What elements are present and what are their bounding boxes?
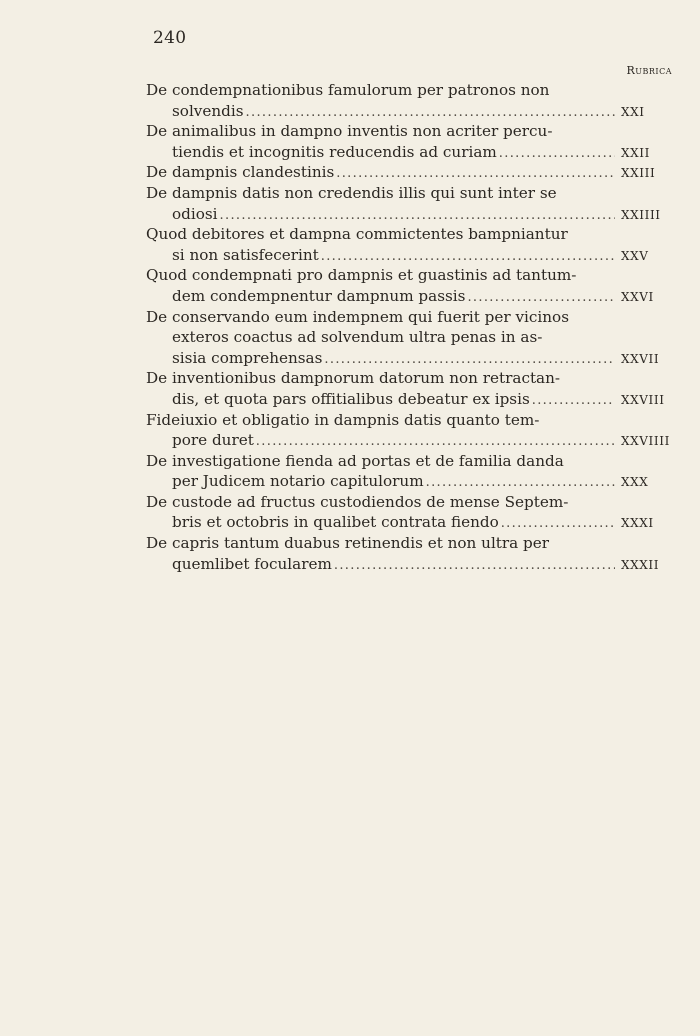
toc-entry (146, 492, 669, 533)
toc-entry-line (146, 121, 669, 142)
rubric-number: XXIIII (621, 207, 661, 222)
rubric-number: XXII (621, 145, 650, 160)
toc-entry (146, 80, 669, 121)
toc-entry-title: exteros coactus ad solvendum ultra penas in as- (172, 328, 543, 347)
toc-entry-line (146, 368, 669, 389)
toc-entry-line (146, 512, 669, 533)
toc-entry-title: bris et octobris in qualibet contrata fiendo (172, 513, 499, 532)
toc-entry-title: odiosi (172, 204, 218, 223)
toc-entry-title: De condempnationibus famulorum per patronos non (146, 81, 550, 99)
toc-entry-title: si non satisfecerint (172, 245, 319, 264)
toc-entry (146, 410, 669, 451)
toc-entry (146, 307, 669, 369)
dot-leader (324, 350, 615, 371)
toc-entry-line (146, 204, 669, 225)
rubric-number: XXVI (621, 289, 654, 304)
toc-entry-title: sisia comprehensas (172, 348, 323, 367)
toc-entry (146, 265, 669, 306)
dot-leader (334, 556, 615, 577)
toc-entry-line (146, 451, 669, 472)
dot-leader (321, 247, 615, 268)
rubric-number: XXVIII (621, 392, 665, 407)
dot-leader (336, 164, 615, 185)
toc-entry-title: solvendis (172, 101, 244, 120)
toc-entry-line (146, 80, 669, 101)
toc-entry-line (146, 389, 669, 410)
dot-leader (467, 288, 615, 309)
rubrica-column-header: Rubrica (626, 64, 672, 77)
dot-leader (501, 514, 615, 535)
table-of-contents (146, 80, 669, 574)
page-number: 240 (153, 28, 187, 48)
dot-leader (499, 144, 615, 165)
toc-entry-line (146, 410, 669, 431)
toc-entry-title: tiendis et incognitis reducendis ad curiam (172, 142, 497, 161)
toc-entry-title: Fideiuxio et obligatio in dampnis datis quanto tem- (146, 410, 540, 429)
toc-entry-title: dem condempnentur dampnum passis (172, 286, 466, 305)
toc-entry-line (146, 554, 669, 575)
toc-entry-line (146, 183, 669, 204)
dot-leader (220, 206, 615, 227)
rubric-number: XXI (621, 104, 645, 119)
toc-entry-line (146, 224, 669, 245)
toc-entry-title: De dampnis clandestinis (146, 163, 335, 182)
toc-entry-line (146, 142, 669, 163)
rubric-number: XXX (621, 475, 649, 490)
rubric-number: XXXII (621, 557, 660, 572)
dot-leader (256, 432, 615, 453)
toc-entry-line (146, 265, 669, 286)
toc-entry-line (146, 307, 669, 328)
toc-entry-line (146, 286, 669, 307)
rubric-number: XXXI (621, 516, 654, 531)
toc-entry (146, 224, 669, 265)
toc-entry (146, 121, 669, 162)
toc-entry-title: dis, et quota pars offitialibus debeatur ex ipsis (172, 389, 530, 408)
toc-entry-line (146, 101, 669, 122)
toc-entry-title: per Judicem notario capitulorum (172, 472, 424, 491)
toc-entry-line (146, 162, 669, 183)
toc-entry-title: De animalibus in dampno inventis non acriter percu- (146, 122, 553, 141)
toc-entry (146, 451, 669, 492)
toc-entry-line (146, 327, 669, 348)
toc-entry (146, 162, 669, 183)
rubric-number: XXIII (621, 166, 656, 181)
rubric-number: XXVII (621, 351, 660, 366)
rubric-number: XXVIIII (621, 434, 670, 449)
toc-entry-title: De custode ad fructus custodiendos de mense Septem- (146, 492, 569, 511)
toc-entry-title: De inventionibus dampnorum datorum non retractan- (146, 369, 561, 388)
toc-entry-line (146, 430, 669, 451)
toc-entry-line (146, 533, 669, 554)
toc-entry-title: De dampnis datis non credendis illis qui sunt inter se (146, 183, 557, 202)
toc-entry-title: De investigatione fienda ad portas et de familia danda (146, 451, 564, 470)
toc-entry-title: pore duret (172, 431, 254, 450)
toc-entry-title: De capris tantum duabus retinendis et non ultra per (146, 534, 550, 553)
toc-entry-line (146, 245, 669, 266)
toc-entry-line (146, 471, 669, 492)
toc-entry-title: Quod condempnati pro dampnis et guastinis ad tantum- (146, 266, 577, 285)
dot-leader (532, 391, 615, 412)
toc-entry-title: De conservando eum indempnem qui fuerit per vicinos (146, 307, 569, 326)
toc-entry-line (146, 492, 669, 513)
toc-entry (146, 533, 669, 574)
toc-entry-title: Quod debitores et dampna commictentes bampniantur (146, 225, 568, 244)
toc-entry-title: quemlibet focularem (172, 554, 332, 573)
dot-leader (246, 103, 615, 124)
toc-entry-line (146, 348, 669, 369)
rubric-number: XXV (621, 248, 649, 263)
toc-entry (146, 368, 669, 409)
toc-entry (146, 183, 669, 224)
dot-leader (426, 473, 615, 494)
